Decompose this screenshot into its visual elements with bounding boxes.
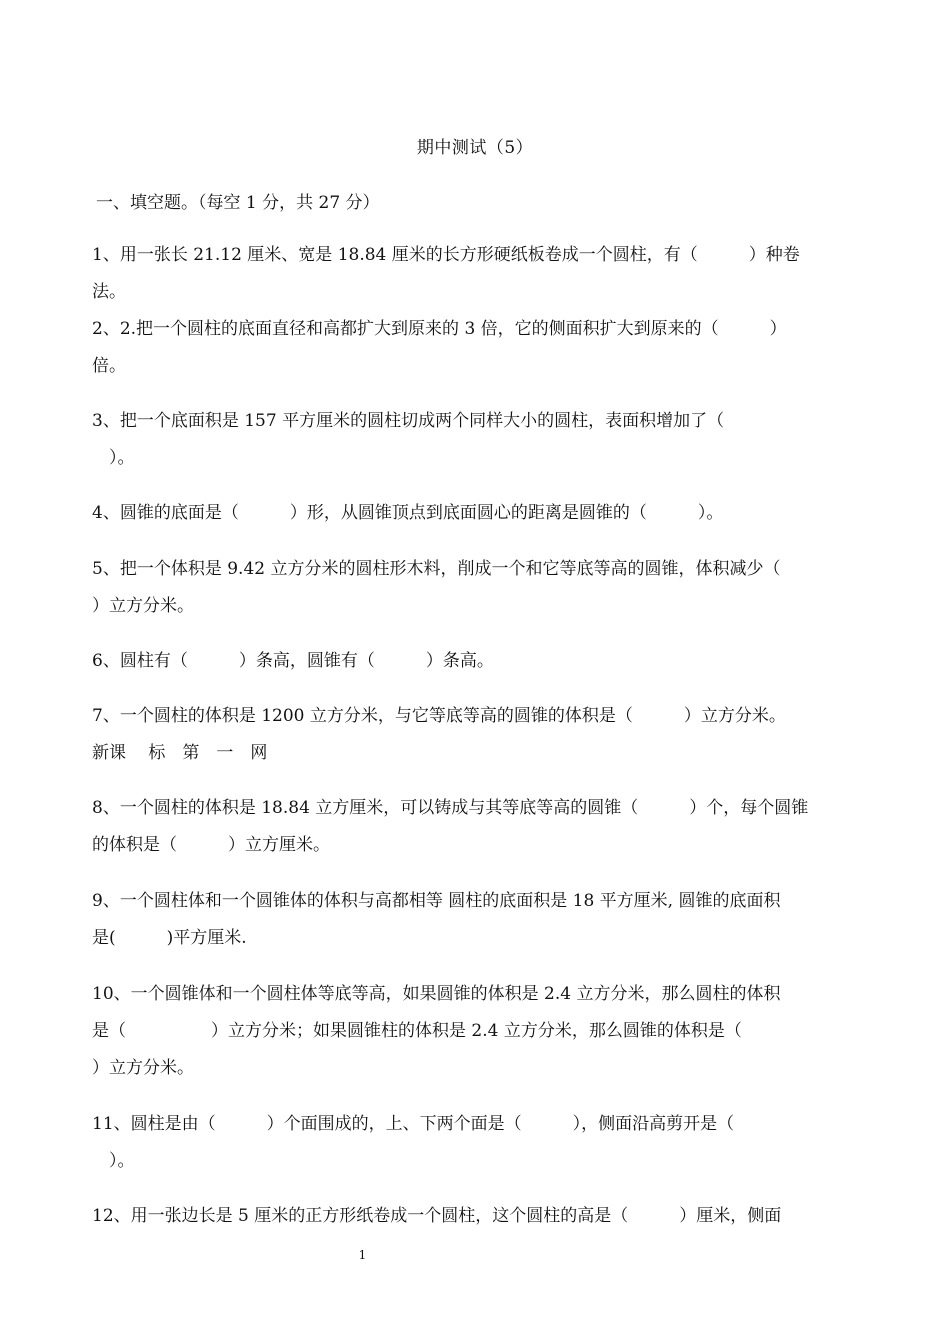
- question-line: ）立方分米。: [92, 1058, 194, 1078]
- question-9: [92, 883, 858, 957]
- question-line: 12、用一张边长是 5 厘米的正方形纸卷成一个圆柱，这个圆柱的高是（ ）厘米，侧面: [92, 1206, 782, 1226]
- question-11: [92, 1106, 858, 1180]
- question-line: 7、一个圆柱的体积是 1200 立方分米，与它等底等高的圆锥的体积是（ ）立方分米。: [92, 706, 786, 726]
- question-line: 4、圆锥的底面是（ ）形，从圆锥顶点到底面圆心的距离是圆锥的（ ）。: [92, 503, 724, 523]
- question-4: [92, 495, 858, 532]
- question-line: 3、把一个底面积是 157 平方厘米的圆柱切成两个同样大小的圆柱，表面积增加了（: [92, 411, 725, 431]
- question-line: 1、用一张长 21.12 厘米、宽是 18.84 厘米的长方形硬纸板卷成一个圆柱，有（ ）种卷: [92, 245, 800, 265]
- question-line: 是( )平方厘米.: [92, 928, 247, 948]
- question-line: 10、一个圆锥体和一个圆柱体等底等高，如果圆锥的体积是 2.4 立方分米，那么圆柱的体积: [92, 984, 781, 1004]
- question-line: 6、圆柱有（ ）条高，圆锥有（ ）条高。: [92, 651, 494, 671]
- question-line: 8、一个圆柱的体积是 18.84 立方厘米，可以铸成与其等底等高的圆锥（ ）个，每个圆锥: [92, 798, 809, 818]
- question-12: [92, 1198, 858, 1235]
- question-line: 11、圆柱是由（ ）个面围成的，上、下两个面是（ ），侧面沿高剪开是（: [92, 1114, 735, 1134]
- question-line: ）。: [92, 1151, 135, 1171]
- page-title: 期中测试（5）: [416, 138, 534, 158]
- question-1: [92, 237, 858, 311]
- question-line: 是（ ）立方分米；如果圆锥柱的体积是 2.4 立方分米，那么圆锥的体积是（: [92, 1021, 742, 1041]
- question-2: [92, 311, 858, 385]
- question-line: 倍。: [92, 356, 126, 376]
- question-10: [92, 976, 858, 1087]
- question-6: [92, 643, 858, 680]
- question-line: ）立方分米。: [92, 596, 194, 616]
- question-line: ）。: [92, 448, 135, 468]
- question-7: [92, 698, 858, 772]
- question-line: 的体积是（ ）立方厘米。: [92, 835, 330, 855]
- question-line: 5、把一个体积是 9.42 立方分米的圆柱形木料，削成一个和它等底等高的圆锥，体积减少（: [92, 559, 781, 579]
- watermark-text: 新课 标 第 一 网: [92, 743, 268, 763]
- page-number: 1: [358, 1248, 367, 1262]
- question-3: [92, 403, 858, 477]
- question-8: [92, 790, 858, 864]
- section-heading: 一、填空题。（每空 1 分，共 27 分）: [96, 193, 380, 213]
- question-5: [92, 551, 858, 625]
- question-line: 法。: [92, 282, 126, 302]
- question-line: 2、2.把一个圆柱的底面直径和高都扩大到原来的 3 倍，它的侧面积扩大到原来的（ ）: [92, 319, 787, 339]
- question-line: 9、一个圆柱体和一个圆锥体的体积与高都相等 圆柱的底面积是 18 平方厘米, 圆锥的底面积: [92, 891, 781, 911]
